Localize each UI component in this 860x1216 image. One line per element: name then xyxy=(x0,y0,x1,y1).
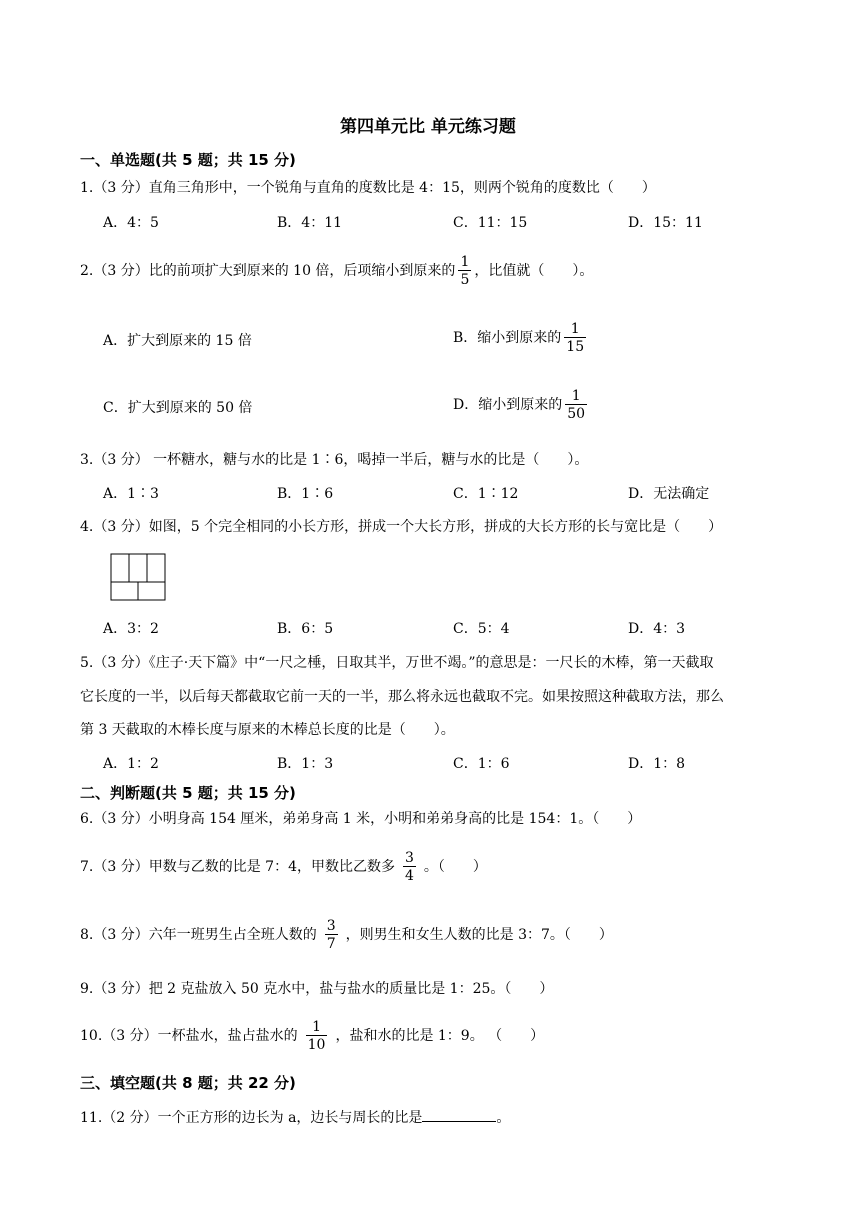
page-title: 第四单元比 单元练习题 xyxy=(340,117,516,137)
question-2-text-after: ，比值就（ ）。 xyxy=(474,263,594,280)
question-10: 10.（3 分）一杯盐水，盐占盐水的 $\frac{1}{10}$ ，盐和水的比是 1：9。 （ ） xyxy=(80,1019,545,1054)
q5-option-a[interactable]: A．1：2 xyxy=(103,756,159,772)
question-5-line-2: 它长度的一半，以后每天都截取它前一天的一半，那么将永远也截取不完。如果按照这种截取方法，那么 xyxy=(80,689,724,705)
question-2-text: 2.（3 分）比的前项扩大到原来的 10 倍，后项缩小到原来的 xyxy=(80,263,456,280)
q4-option-d[interactable]: D．4：3 xyxy=(628,621,686,637)
question-2 xyxy=(80,254,593,288)
q5-option-c[interactable]: C．1：6 xyxy=(453,756,510,772)
question-5-line-3: 第 3 天截取的木棒长度与原来的木棒总长度的比是（ ）。 xyxy=(80,722,455,738)
question-5-line-1: 5.（3 分）《庄子·天下篇》中“一尺之棰，日取其半，万世不竭。”的意思是：一尺长的木棒，第一天截取 xyxy=(80,655,714,671)
question-11: 11.（2 分）一个正方形的边长为 a，边长与周长的比是 。 xyxy=(80,1110,511,1126)
q2-option-c[interactable]: C．扩大到原来的 50 倍 xyxy=(103,400,253,416)
section-heading-fill-blank: 三、填空题(共 8 题；共 22 分) xyxy=(80,1074,296,1092)
q3-option-a[interactable]: A．1∶3 xyxy=(103,486,159,502)
q4-option-c[interactable]: C．5：4 xyxy=(453,621,510,637)
fraction: $\frac{1}{5}$ xyxy=(460,254,470,289)
q3-option-c[interactable]: C．1∶12 xyxy=(453,486,519,502)
question-7: 7.（3 分）甲数与乙数的比是 7：4，甲数比乙数多 $\frac{3}{4}$ 。（ ） xyxy=(80,850,487,885)
q2-option-a[interactable]: A．扩大到原来的 15 倍 xyxy=(103,333,252,349)
question-9: 9.（3 分）把 2 克盐放入 50 克水中，盐与盐水的质量比是 1：25。（ ） xyxy=(80,981,554,997)
question-6: 6.（3 分）小明身高 154 厘米，弟弟身高 1 米，小明和弟弟身高的比是 154：1。（ ） xyxy=(80,811,642,827)
section-heading-true-false: 二、判断题(共 5 题；共 15 分) xyxy=(80,784,296,802)
q4-option-b[interactable]: B．6：5 xyxy=(277,621,334,637)
q2-option-d[interactable]: D．缩小到原来的 $\frac{1}{50}$ xyxy=(453,388,586,423)
rectangles-figure xyxy=(110,553,166,601)
q5-option-d[interactable]: D．1：8 xyxy=(628,756,686,772)
section-heading-single-choice: 一、单选题(共 5 题；共 15 分) xyxy=(80,151,296,169)
q2-option-b[interactable]: B．缩小到原来的 $\frac{1}{15}$ xyxy=(453,321,585,356)
q4-option-a[interactable]: A．3：2 xyxy=(103,621,159,637)
q1-option-b[interactable]: B．4：11 xyxy=(277,215,343,231)
q1-option-d[interactable]: D．15：11 xyxy=(628,215,703,231)
question-8: 8.（3 分）六年一班男生占全班人数的 $\frac{3}{7}$ ，则男生和女生人数的比是 3：7。（ ） xyxy=(80,918,613,953)
answer-blank[interactable] xyxy=(422,1109,496,1122)
question-1: 1.（3 分）直角三角形中，一个锐角与直角的度数比是 4：15，则两个锐角的度数比（ ） xyxy=(80,180,656,196)
q3-option-b[interactable]: B．1∶6 xyxy=(277,486,334,502)
q1-option-c[interactable]: C．11：15 xyxy=(453,215,528,231)
q5-option-b[interactable]: B．1：3 xyxy=(277,756,334,772)
question-4: 4.（3 分）如图，5 个完全相同的小长方形，拼成一个大长方形，拼成的大长方形的长与宽比是（ ） xyxy=(80,519,723,535)
q3-option-d[interactable]: D．无法确定 xyxy=(628,486,710,502)
question-3: 3.（3 分） 一杯糖水，糖与水的比是 1∶6，喝掉一半后，糖与水的比是（ ）。 xyxy=(80,452,589,468)
q1-option-a[interactable]: A．4：5 xyxy=(103,215,159,231)
